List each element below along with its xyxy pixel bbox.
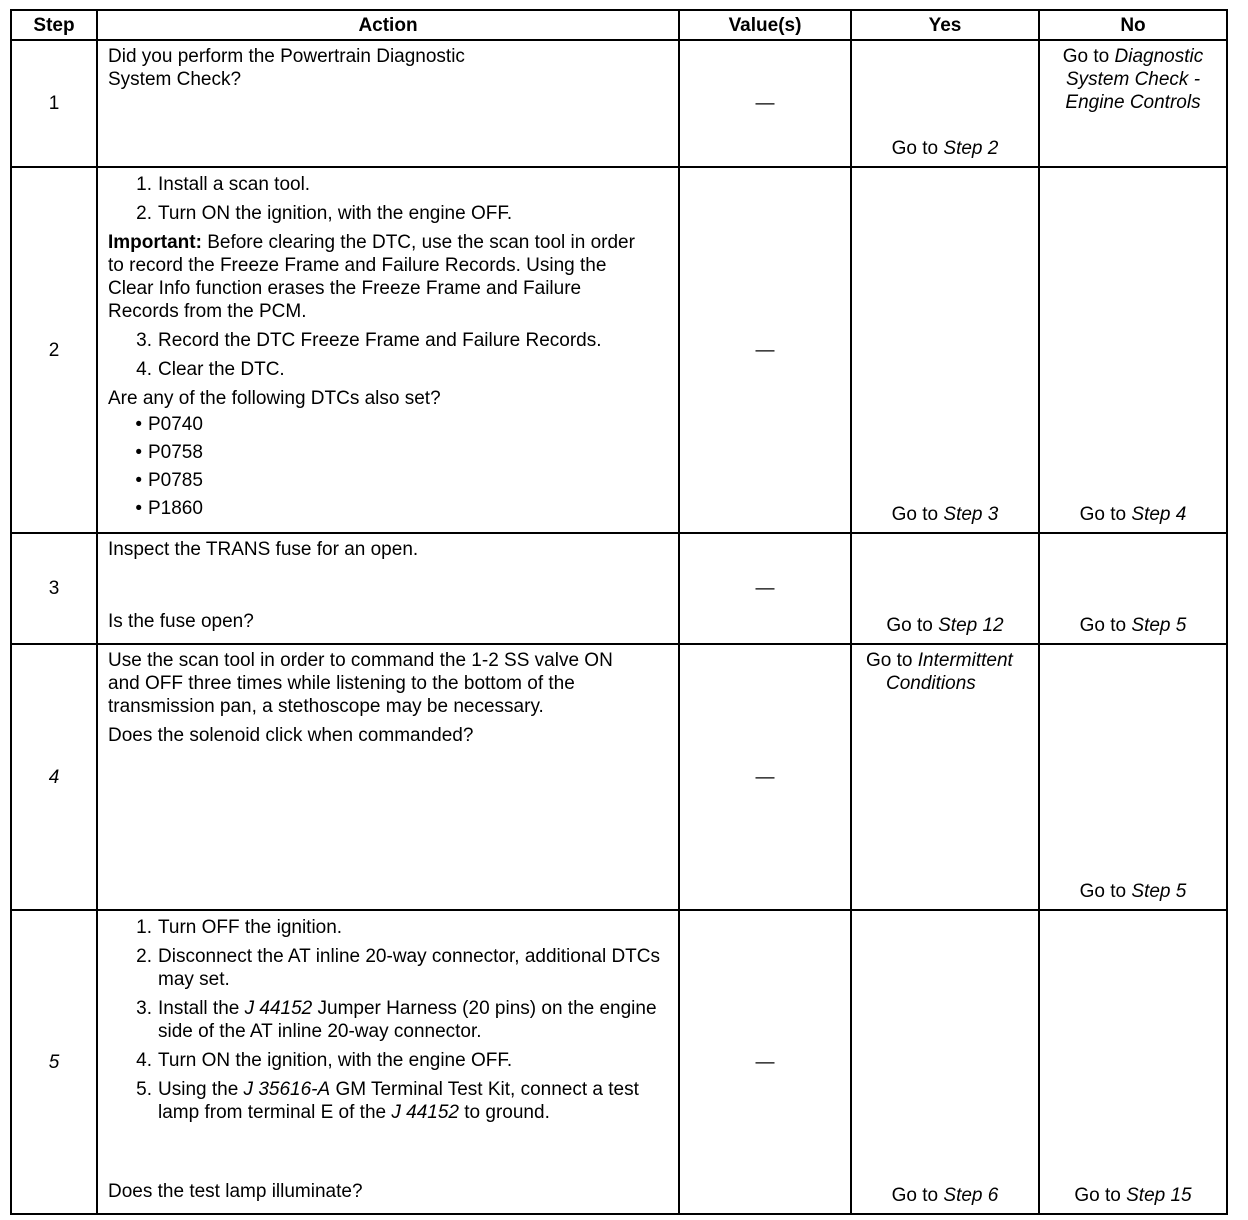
diagnostic-table: [10, 9, 1228, 1215]
question-text: Is the fuse open?: [108, 611, 254, 632]
dtc-item: • P0758: [135, 441, 203, 463]
list-item: 3. Install the J 44152 Jumper Harness (20 pins) on the engine side of the AT inline 20-way connector.: [136, 998, 657, 1042]
yes-link[interactable]: Step 6: [943, 1185, 999, 1206]
important-text: Before clearing the DTC, use the scan tool in order to record the Freeze Frame and Failure Records. Using the Clear Info function erases the Freeze Frame and Failure Records from the PCM.: [108, 232, 635, 322]
diagnostic-table-page: [10, 9, 1226, 1213]
yes-prefix: Go to: [891, 504, 944, 525]
table-row: [11, 533, 1227, 644]
yes-cell: [851, 167, 1039, 533]
no-link[interactable]: Step 15: [1126, 1185, 1192, 1206]
yes-prefix: Go to: [866, 650, 918, 671]
no-prefix: Go to: [1074, 1185, 1127, 1206]
dtc-item: • P1860: [135, 497, 203, 519]
header-no: No: [1039, 10, 1227, 40]
header-action: Action: [97, 10, 679, 40]
list-item: 4. Turn ON the ignition, with the engine OFF.: [136, 1050, 513, 1071]
question-text: Does the solenoid click when commanded?: [108, 725, 474, 746]
list-item: 1. Install a scan tool.: [136, 174, 311, 195]
yes-link[interactable]: Step 3: [943, 504, 999, 525]
list-item: 5. Using the J 35616-A GM Terminal Test Kit, connect a test lamp from terminal E of the J 44152 to ground.: [136, 1079, 639, 1123]
dtc-item: • P0785: [135, 469, 203, 491]
no-link[interactable]: Step 5: [1131, 881, 1187, 902]
header-yes: Yes: [851, 10, 1039, 40]
step-number: 3: [11, 533, 97, 644]
action-text: Inspect the TRANS fuse for an open.: [108, 539, 419, 560]
no-cell: [1039, 533, 1227, 644]
no-link[interactable]: Step 4: [1131, 504, 1187, 525]
no-cell: [1039, 40, 1227, 167]
header-row: [11, 10, 1227, 40]
value-cell: —: [679, 167, 851, 533]
value-cell: —: [679, 533, 851, 644]
action-cell: [97, 910, 679, 1214]
action-text: Use the scan tool in order to command the 1-2 SS valve ON and OFF three times while listening to the bottom of the transmission pan, a stethoscope may be necessary.: [108, 650, 613, 717]
table-row: [11, 40, 1227, 167]
no-link[interactable]: Diagnostic: [1114, 46, 1204, 67]
tool-ref: J 35616-A: [243, 1079, 331, 1100]
action-text: System Check?: [108, 69, 242, 90]
list-item: 2. Disconnect the AT inline 20-way connector, additional DTCs may set.: [136, 946, 661, 990]
yes-link[interactable]: Conditions: [886, 673, 976, 694]
yes-cell: [851, 40, 1039, 167]
important-label: Important:: [108, 232, 202, 253]
no-link[interactable]: Step 5: [1131, 615, 1187, 636]
header-step: Step: [11, 10, 97, 40]
header-values: Value(s): [679, 10, 851, 40]
no-cell: [1039, 644, 1227, 910]
table-row: [11, 644, 1227, 910]
yes-cell: [851, 910, 1039, 1214]
no-prefix: Go to: [1079, 504, 1132, 525]
no-prefix: Go to: [1079, 881, 1132, 902]
step-number: 5: [11, 910, 97, 1214]
no-link[interactable]: Engine Controls: [1065, 92, 1201, 113]
value-cell: —: [679, 910, 851, 1214]
value-cell: —: [679, 40, 851, 167]
tool-ref: J 44152: [391, 1102, 459, 1123]
yes-cell: [851, 644, 1039, 910]
important-note: [108, 231, 670, 323]
question-text: Are any of the following DTCs also set?: [108, 388, 441, 409]
no-cell: [1039, 910, 1227, 1214]
no-prefix: Go to: [1079, 615, 1132, 636]
yes-prefix: Go to: [891, 1185, 944, 1206]
yes-link[interactable]: Step 12: [938, 615, 1004, 636]
step-number: 2: [11, 167, 97, 533]
action-cell: [97, 40, 679, 167]
list-item: 4. Clear the DTC.: [136, 359, 285, 380]
yes-prefix: Go to: [886, 615, 939, 636]
step-number: 4: [11, 644, 97, 910]
list-item: 3. Record the DTC Freeze Frame and Failure Records.: [136, 330, 602, 351]
no-prefix: Go to: [1062, 46, 1115, 67]
tool-ref: J 44152: [244, 998, 313, 1019]
action-text: Did you perform the Powertrain Diagnostic: [108, 46, 465, 67]
table-row: [11, 167, 1227, 533]
action-cell: [97, 167, 679, 533]
yes-cell: [851, 533, 1039, 644]
yes-link[interactable]: Step 2: [943, 138, 999, 159]
dtc-item: • P0740: [135, 413, 203, 435]
no-link[interactable]: System Check -: [1065, 69, 1201, 90]
question-text: Does the test lamp illuminate?: [108, 1181, 363, 1202]
list-item: 1. Turn OFF the ignition.: [136, 917, 343, 938]
step-number: 1: [11, 40, 97, 167]
table-row: [11, 910, 1227, 1214]
yes-link[interactable]: Intermittent: [917, 650, 1013, 671]
action-cell: [97, 644, 679, 910]
list-item: 2. Turn ON the ignition, with the engine OFF.: [136, 203, 513, 224]
no-cell: [1039, 167, 1227, 533]
yes-prefix: Go to: [891, 138, 944, 159]
value-cell: —: [679, 644, 851, 910]
action-cell: [97, 533, 679, 644]
